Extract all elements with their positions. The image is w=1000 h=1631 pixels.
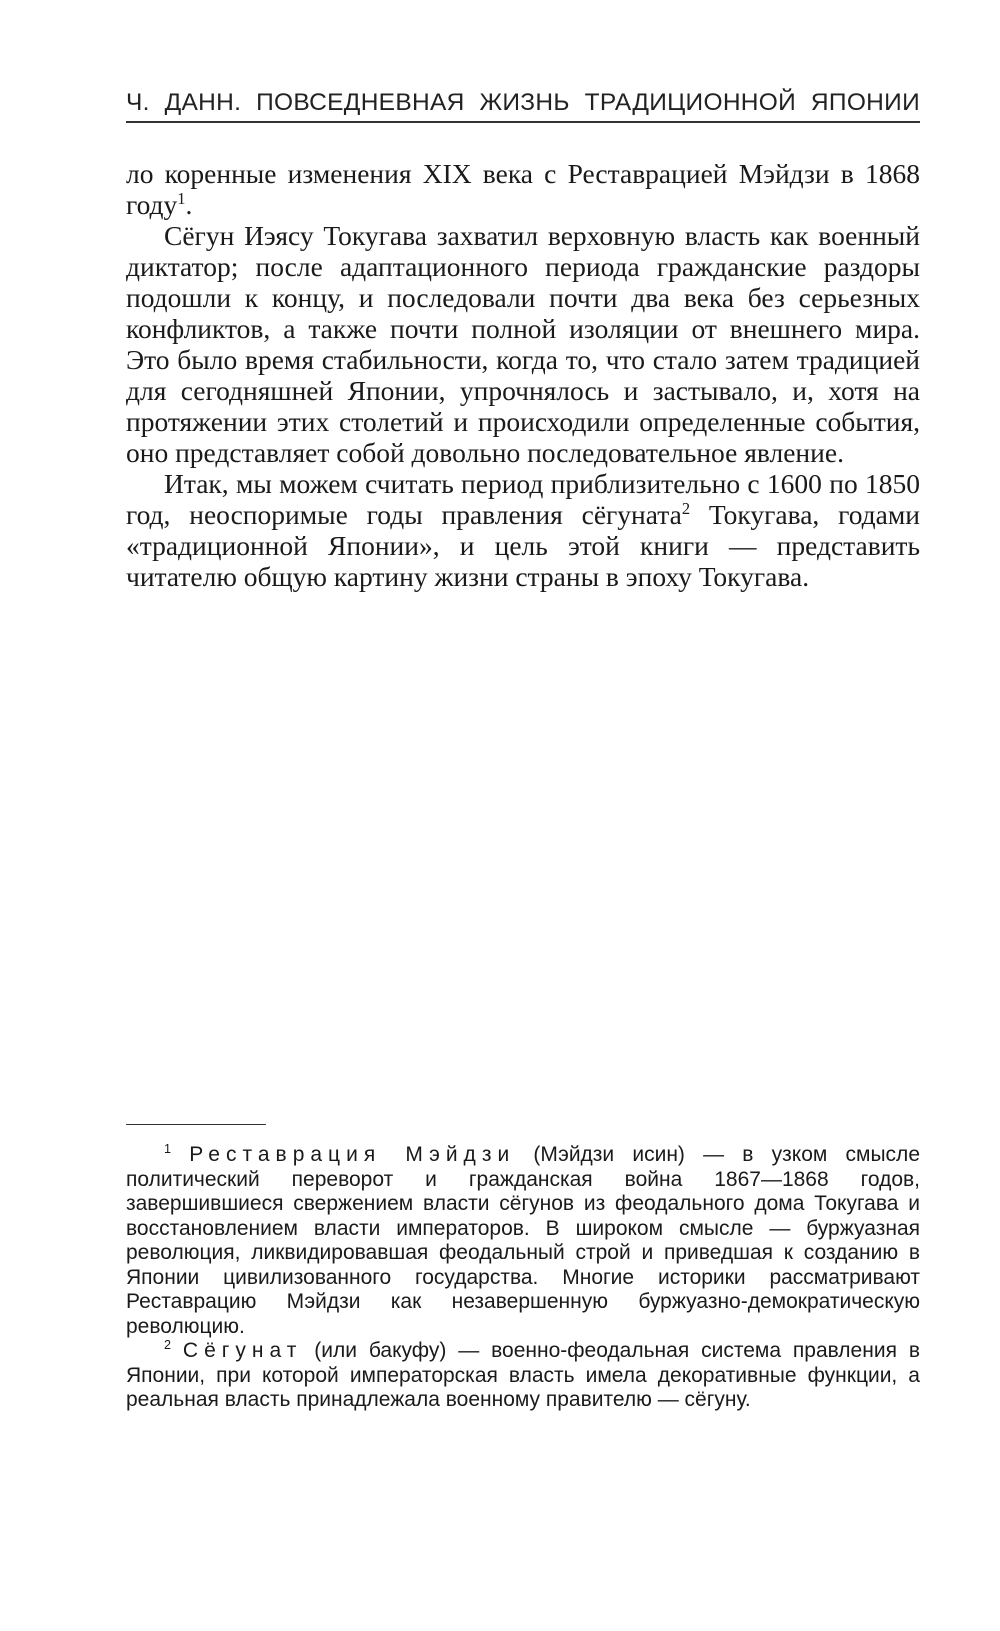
running-head: Ч. ДАНН. ПОВСЕДНЕВНАЯ ЖИЗНЬ ТРАДИЦИОННОЙ ЯПОНИИ	[126, 89, 920, 116]
footnote-2-term: Сёгунат	[182, 1339, 303, 1362]
footnote-1-text: (Мэйдзи исин) — в узком смысле политический переворот и гражданская война 1867—1868 годов, завершившиеся свержением власти сёгунов из феодального дома Токугава и восстановлением власти императоров. В широком смысле — буржуазная революция, ликвидировавшая феодальный строй и приведшая к созданию в Японии цивилизованного государства. Многие историки рассматривают Реставрацию Мэйдзи как незавершенную буржуазно-демократическую революцию.	[126, 1143, 920, 1338]
paragraph-3	[126, 468, 920, 592]
footnote-2	[126, 1339, 920, 1413]
footnote-1	[126, 1143, 920, 1339]
paragraph-1-text: ло коренные изменения XIX века с Реставрацией Мэйдзи в 1868 году	[126, 158, 920, 220]
footnote-ref-1: 1	[177, 188, 186, 208]
footnotes	[126, 1143, 920, 1413]
footnote-2-text: (или бакуфу) — военно-феодальная система правления в Японии, при которой императорская власть имела декоративные функции, а реальная власть принадлежала военному правителю — сёгуну.	[126, 1339, 920, 1411]
paragraph-3-text-b: Токугава, годами «традиционной Японии», и цель этой книги — представить читателю общую картину жизни страны в эпоху Токугава.	[126, 499, 920, 592]
paragraph-1	[126, 158, 920, 220]
book-page	[126, 0, 920, 1631]
main-text	[126, 158, 920, 592]
paragraph-2: Сёгун Иэясу Токугава захватил верховную власть как военный диктатор; после адаптационного периода гражданские раздоры подошли к концу, и последовали почти два века без серьезных конфликтов, а также почти полной изоляции от внешнего мира. Это было время стабильности, когда то, что стало затем традицией для сегодняшней Японии, упрочнялось и застывало, и, хотя на протяжении этих столетий и происходили определенные события, оно представляет собой довольно последовательное явление.	[126, 220, 920, 468]
paragraph-1-end: .	[185, 189, 193, 220]
header-rule	[126, 121, 920, 123]
footnote-rule	[126, 1124, 266, 1125]
footnote-1-number: 1	[164, 1142, 172, 1156]
footnote-1-term: Реставрация Мэйдзи	[189, 1143, 516, 1166]
footnote-ref-2: 2	[681, 498, 691, 518]
footnote-2-number: 2	[164, 1338, 172, 1352]
paragraph-3-text-a: Итак, мы можем считать период приблизительно с 1600 по 1850 год, неоспоримые годы правления сёгуната	[126, 468, 920, 530]
